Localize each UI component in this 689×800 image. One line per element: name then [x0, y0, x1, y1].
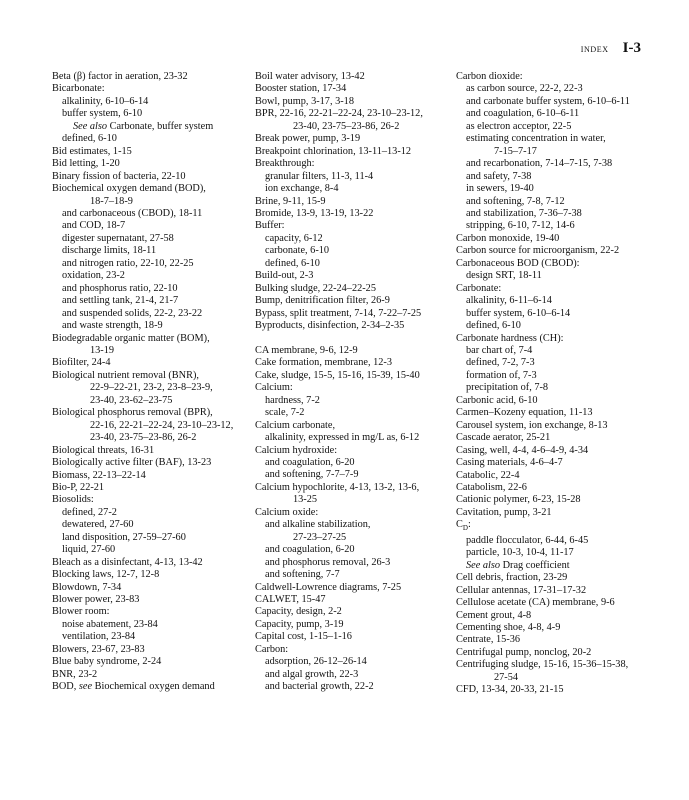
index-subentry: as electron acceptor, 22-5	[466, 120, 572, 132]
index-entry: Booster station, 17-34	[255, 83, 347, 95]
index-subentry: 7-15–7-17	[494, 145, 537, 157]
index-entry: BNR, 23-2	[52, 668, 98, 680]
index-entry: Cement grout, 4-8	[456, 609, 532, 621]
index-subentry: formation of, 7-3	[466, 369, 537, 381]
index-entry: CFD, 13-34, 20-33, 21-15	[456, 684, 564, 696]
index-subentry: defined, 7-2, 7-3	[466, 357, 535, 369]
index-subentry: and coagulation, 6-10–6-11	[466, 108, 580, 120]
index-subentry: buffer system, 6-10–6-14	[466, 307, 571, 319]
index-entry: Cellular antennas, 17-31–17-32	[456, 584, 587, 596]
page-header	[581, 40, 641, 57]
index-subentry: and settling tank, 21-4, 21-7	[62, 295, 179, 307]
index-entry: Carbonate:	[456, 282, 502, 294]
index-entry: Calcium carbonate,	[255, 419, 336, 431]
index-subentry: dewatered, 27-60	[62, 519, 134, 531]
index-subentry: alkalinity, 6-10–6-14	[62, 95, 149, 107]
index-entry: Calcium oxide:	[255, 506, 319, 518]
index-entry: Centrifugal pump, nonclog, 20-2	[456, 646, 592, 658]
index-entry: Beta (β) factor in aeration, 23-32	[52, 71, 188, 82]
index-subentry: design SRT, 18-11	[466, 270, 542, 282]
index-subentry: and COD, 18-7	[62, 220, 126, 232]
index-subentry: 27-54	[494, 671, 519, 683]
index-entry: Capacity, design, 2-2	[255, 606, 342, 618]
index-subentry: defined, 6-10	[265, 257, 320, 269]
index-entry: Biologically active filter (BAF), 13-23	[52, 457, 212, 469]
index-subentry: precipitation of, 7-8	[466, 382, 549, 394]
index-entry: Capacity, pump, 3-19	[255, 618, 344, 630]
index-subentry: and suspended solids, 22-2, 23-22	[62, 307, 203, 319]
index-entry: Cellulose acetate (CA) membrane, 9-6	[456, 597, 615, 609]
index-entry: BOD, see Biochemical oxygen demand	[52, 681, 215, 693]
index-entry: Bid letting, 1-20	[52, 158, 120, 170]
index-entry: Biological threats, 16-31	[52, 444, 155, 456]
index-subentry: hardness, 7-2	[265, 394, 320, 406]
index-subentry: ion exchange, 8-4	[265, 183, 339, 195]
index-entry: Caldwell-Lowrence diagrams, 7-25	[255, 581, 402, 593]
index-subentry: and softening, 7-7	[265, 569, 340, 581]
index-entry: Cavitation, pump, 3-21	[456, 506, 552, 518]
index-entry: Carbonate hardness (CH):	[456, 332, 564, 344]
index-subentry: discharge limits, 18-11	[62, 245, 157, 257]
page-number: I-3	[622, 40, 641, 56]
index-subentry: land disposition, 27-59–27-60	[62, 531, 186, 543]
index-entry: Centrifuging sludge, 15-16, 15-36–15-38,	[456, 659, 629, 671]
index-entry: Blowdown, 7-34	[52, 581, 122, 593]
index-subentry: ventilation, 23-84	[62, 631, 136, 643]
index-subentry: 23-40, 23-75–23-86, 26-2	[90, 432, 197, 444]
index-gap	[255, 333, 455, 345]
index-entry: Build-out, 2-3	[255, 270, 314, 282]
index-entry: Buffer:	[255, 220, 285, 232]
index-subentry: and nitrogen ratio, 22-10, 22-25	[62, 257, 194, 269]
index-entry: CALWET, 15-47	[255, 594, 326, 606]
index-subentry: digester supernatant, 27-58	[62, 232, 174, 244]
index-entry: Boil water advisory, 13-42	[255, 71, 365, 82]
index-entry: Casing, well, 4-4, 4-6–4-9, 4-34	[456, 444, 589, 456]
index-entry: Carbon source for microorganism, 22-2	[456, 245, 620, 257]
index-subentry: adsorption, 26-12–26-14	[265, 656, 367, 668]
index-entry: Biological phosphorus removal (BPR),	[52, 407, 213, 419]
index-subentry: and coagulation, 6-20	[265, 544, 355, 556]
index-subentry: estimating concentration in water,	[466, 133, 606, 145]
index-subentry: 23-40, 23-62–23-75	[90, 394, 173, 406]
index-subentry: liquid, 27-60	[62, 544, 116, 556]
index-subentry: 22-9–22-21, 23-2, 23-8–23-9,	[90, 382, 213, 394]
index-subentry: and alkaline stabilization,	[265, 519, 371, 531]
index-subentry: carbonate, 6-10	[265, 245, 330, 257]
index-entry: Bleach as a disinfectant, 4-13, 13-42	[52, 556, 203, 568]
index-entry: Casing materials, 4-6–4-7	[456, 457, 563, 469]
index-entry: Cake, sludge, 15-5, 15-16, 15-39, 15-40	[255, 369, 420, 381]
index-subentry: particle, 10-3, 10-4, 11-17	[466, 547, 574, 559]
index-entry: Blocking laws, 12-7, 12-8	[52, 569, 160, 581]
index-entry: Carbonaceous BOD (CBOD):	[456, 257, 580, 269]
index-subentry: 22-16, 22-21–22-24, 23-10–23-12,	[90, 419, 234, 431]
index-subentry: See also Carbonate, buffer system	[73, 120, 214, 132]
index-entry: Bypass, split treatment, 7-14, 7-22–7-25	[255, 307, 422, 319]
index-subentry: granular filters, 11-3, 11-4	[265, 170, 374, 182]
index-subentry: paddle flocculator, 6-44, 6-45	[466, 534, 589, 546]
index-entry: Capital cost, 1-15–1-16	[255, 631, 352, 643]
index-subentry: and recarbonation, 7-14–7-15, 7-38	[466, 158, 613, 170]
index-subentry: defined, 6-10	[62, 133, 117, 145]
index-entry: Biological nutrient removal (BNR),	[52, 369, 199, 381]
index-subentry: and bacterial growth, 22-2	[265, 681, 374, 693]
index-entry: Bicarbonate:	[52, 83, 105, 95]
index-entry: Blue baby syndrome, 2-24	[52, 656, 162, 668]
index-entry: Cementing shoe, 4-8, 4-9	[456, 621, 561, 633]
index-subentry: and safety, 7-38	[466, 170, 532, 182]
index-subentry: and stabilization, 7-36–7-38	[466, 207, 582, 219]
index-subentry: bar chart of, 7-4	[466, 344, 533, 356]
index-entry: Bromide, 13-9, 13-19, 13-22	[255, 207, 374, 219]
index-subentry: scale, 7-2	[265, 407, 305, 419]
index-entry: Centrate, 15-36	[456, 634, 521, 646]
index-subentry: and phosphorus ratio, 22-10	[62, 282, 178, 294]
index-entry: Breakpoint chlorination, 13-11–13-12	[255, 145, 412, 157]
index-entry: Carmen–Kozeny equation, 11-13	[456, 407, 593, 419]
index-subentry: capacity, 6-12	[265, 232, 323, 244]
index-entry: Biodegradable organic matter (BOM),	[52, 332, 210, 344]
index-subentry: in sewers, 19-40	[466, 183, 534, 195]
index-subentry: noise abatement, 23-84	[62, 618, 158, 630]
index-entry: Bowl, pump, 3-17, 3-18	[255, 95, 354, 107]
index-column-3	[456, 71, 656, 697]
index-entry: Brine, 9-11, 15-9	[255, 195, 326, 207]
index-subentry: 23-40, 23-75–23-86, 26-2	[293, 120, 400, 132]
index-entry: Calcium hydroxide:	[255, 444, 338, 456]
index-subentry: 13-19	[90, 344, 115, 356]
index-entry: Carbon:	[255, 643, 289, 655]
index-subentry: alkalinity, expressed in mg/L as, 6-12	[265, 432, 420, 444]
index-subentry: and softening, 7-8, 7-12	[466, 195, 565, 207]
index-subentry: alkalinity, 6-11–6-14	[466, 295, 552, 307]
index-entry: Breakthrough:	[255, 158, 315, 170]
index-subentry: and carbonate buffer system, 6-10–6-11	[466, 95, 630, 107]
index-subentry: stripping, 6-10, 7-12, 14-6	[466, 220, 575, 232]
index-entry: Break power, pump, 3-19	[255, 133, 361, 145]
index-subentry: and coagulation, 6-20	[265, 457, 355, 469]
index-subentry: See also Drag coefficient	[466, 559, 570, 571]
index-entry: Blower room:	[52, 606, 110, 618]
index-entry: Byproducts, disinfection, 2-34–2-35	[255, 320, 405, 332]
index-subentry: oxidation, 23-2	[62, 270, 125, 282]
index-column-2	[255, 71, 455, 694]
index-entry: Cascade aerator, 25-21	[456, 432, 551, 444]
index-entry: Catabolic, 22-4	[456, 469, 520, 481]
index-subentry: and phosphorus removal, 26-3	[265, 556, 391, 568]
index-subentry: and carbonaceous (CBOD), 18-11	[62, 207, 203, 219]
index-entry: Biochemical oxygen demand (BOD),	[52, 183, 206, 195]
index-subentry: and softening, 7-7–7-9	[265, 469, 359, 481]
index-entry: Calcium:	[255, 382, 293, 394]
index-entry: $C_D$:	[456, 519, 471, 533]
index-entry: Bulking sludge, 22-24–22-25	[255, 282, 376, 294]
index-entry: Bid estimates, 1-15	[52, 145, 132, 157]
index-entry: Cell debris, fraction, 23-29	[456, 572, 568, 584]
index-subentry: buffer system, 6-10	[62, 108, 143, 120]
index-entry: Carousel system, ion exchange, 8-13	[456, 419, 608, 431]
index-entry: CA membrane, 9-6, 12-9	[255, 344, 358, 356]
index-subentry: and waste strength, 18-9	[62, 320, 163, 332]
index-entry: Biomass, 22-13–22-14	[52, 469, 146, 481]
index-entry: Cationic polymer, 6-23, 15-28	[456, 494, 581, 506]
index-entry: Cake formation, membrane, 12-3	[255, 357, 392, 369]
index-subentry: defined, 27-2	[62, 506, 117, 518]
index-subentry: 27-23–27-25	[293, 531, 347, 543]
index-entry: Bump, denitrification filter, 26-9	[255, 295, 390, 307]
index-entry: Carbon monoxide, 19-40	[456, 232, 560, 244]
index-subentry: defined, 6-10	[466, 320, 521, 332]
index-entry: Blowers, 23-67, 23-83	[52, 643, 145, 655]
index-subentry: as carbon source, 22-2, 22-3	[466, 83, 583, 95]
index-entry: Biofilter, 24-4	[52, 357, 111, 369]
index-entry: Carbon dioxide:	[456, 71, 523, 82]
index-entry: Calcium hypochlorite, 4-13, 13-2, 13-6,	[255, 481, 420, 493]
index-subentry: 13-25	[293, 494, 318, 506]
index-subentry: and algal growth, 22-3	[265, 668, 359, 680]
running-head: INDEX	[580, 45, 609, 54]
index-entry: Blower power, 23-83	[52, 594, 140, 606]
index-column-1	[52, 71, 252, 694]
index-subentry: 18-7–18-9	[90, 195, 133, 207]
index-entry: Biosolids:	[52, 494, 94, 506]
index-entry: Binary fission of bacteria, 22-10	[52, 170, 186, 182]
index-entry: Catabolism, 22-6	[456, 481, 527, 493]
index-entry: Bio-P, 22-21	[52, 481, 105, 493]
index-entry: Carbonic acid, 6-10	[456, 394, 538, 406]
index-entry: BPR, 22-16, 22-21–22-24, 23-10–23-12,	[255, 108, 423, 120]
